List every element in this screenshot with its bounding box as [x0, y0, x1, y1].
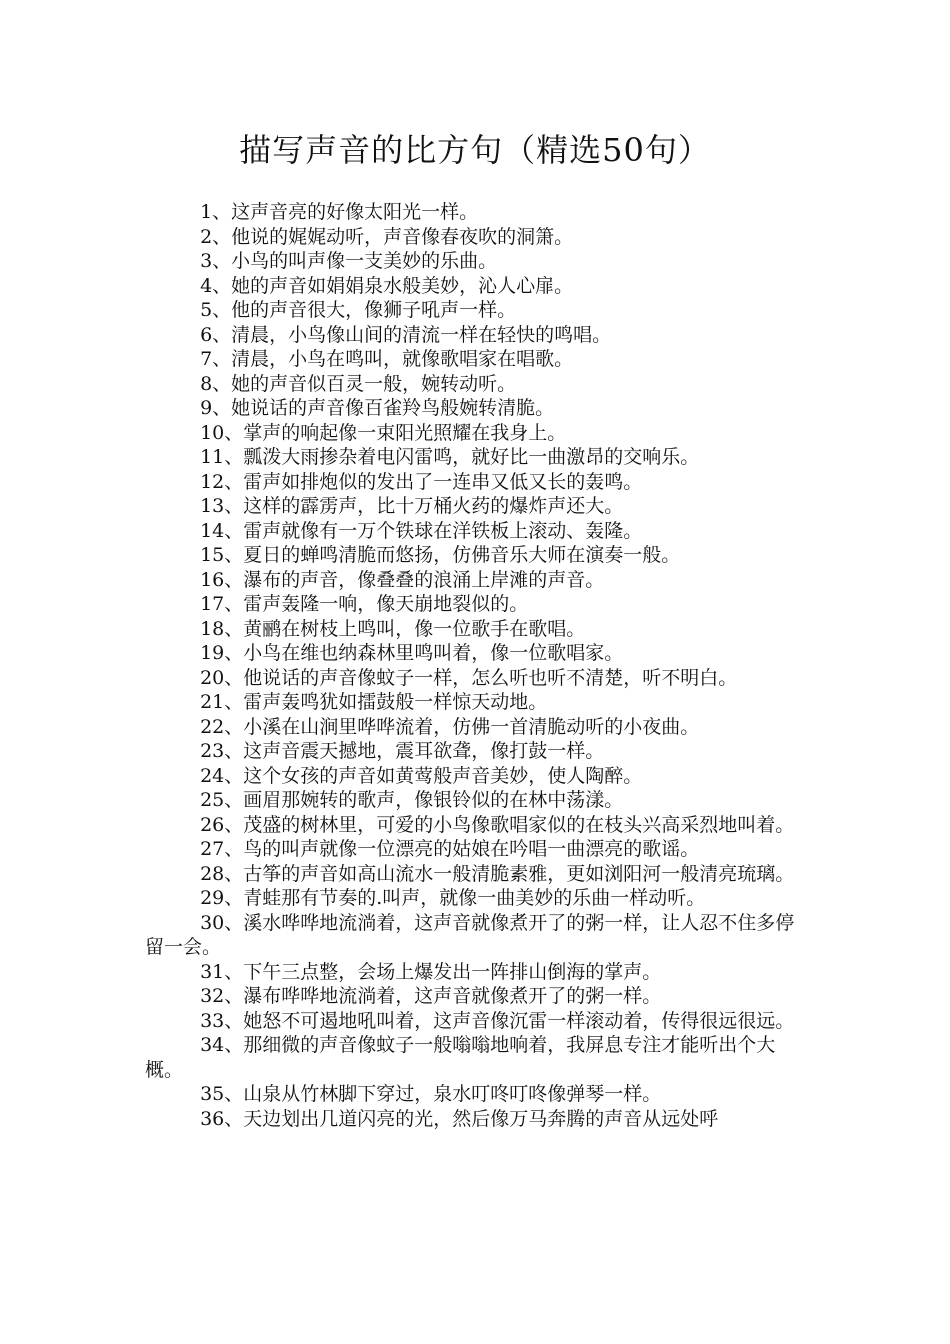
sentence-item: 8、她的声音似百灵一般，婉转动听。 — [200, 372, 517, 395]
sentence-item: 12、雷声如排炮似的发出了一连串又低又长的轰鸣。 — [200, 470, 643, 493]
sentence-item: 23、这声音震天撼地，震耳欲聋，像打鼓一样。 — [200, 740, 605, 762]
sentence-item: 5、他的声音很大，像狮子吼声一样。 — [200, 299, 517, 321]
sentence-item: 24、这个女孩的声音如黄莺般声音美妙，使人陶醉。 — [200, 764, 643, 787]
sentence-item: 1、这声音亮的好像太阳光一样。 — [200, 201, 479, 223]
sentence-item: 26、茂盛的树林里，可爱的小鸟像歌唱家似的在枝头兴高采烈地叫着。 — [200, 813, 795, 836]
sentence-item: 14、雷声就像有一万个铁球在洋铁板上滚动、轰隆。 — [200, 519, 643, 542]
sentence-item: 7、清晨，小鸟在鸣叫，就像歌唱家在唱歌。 — [200, 348, 574, 370]
sentence-list — [145, 200, 813, 1131]
sentence-item: 16、瀑布的声音，像叠叠的浪涌上岸滩的声音。 — [200, 568, 605, 591]
sentence-item: 22、小溪在山涧里哗哗流着，仿佛一首清脆动听的小夜曲。 — [200, 715, 700, 738]
sentence-item: 17、雷声轰隆一响，像天崩地裂似的。 — [200, 593, 529, 615]
sentence-item: 4、她的声音如娟娟泉水般美妙，沁人心扉。 — [200, 274, 574, 297]
sentence-item: 30、溪水哗哗地流淌着，这声音就像煮开了的粥一样，让人忍不住多停留一会。 — [145, 911, 795, 958]
sentence-item: 29、青蛙那有节奏的.叫声，就像一曲美妙的乐曲一样动听。 — [200, 887, 706, 909]
sentence-item: 9、她说话的声音像百雀羚鸟般婉转清脆。 — [200, 397, 555, 419]
sentence-item: 20、他说话的声音像蚊子一样，怎么听也听不清楚，听不明白。 — [200, 666, 738, 689]
sentence-item: 25、画眉那婉转的歌声，像银铃似的在林中荡漾。 — [200, 789, 624, 811]
sentence-item: 10、掌声的响起像一束阳光照耀在我身上。 — [200, 421, 567, 444]
sentence-item: 19、小鸟在维也纳森林里鸣叫着，像一位歌唱家。 — [200, 642, 624, 664]
sentence-item: 35、山泉从竹林脚下穿过，泉水叮咚叮咚像弹琴一样。 — [200, 1083, 662, 1105]
sentence-item: 27、鸟的叫声就像一位漂亮的姑娘在吟唱一曲漂亮的歌谣。 — [200, 838, 700, 860]
document-title: 描写声音的比方句（精选50句） — [239, 131, 711, 169]
sentence-item: 28、古筝的声音如高山流水一般清脆素雅，更如浏阳河一般清亮琉璃。 — [200, 862, 795, 885]
sentence-item: 31、下午三点整，会场上爆发出一阵排山倒海的掌声。 — [200, 960, 662, 983]
sentence-item: 36、天边划出几道闪亮的光，然后像万马奔腾的声音从远处呼 — [200, 1107, 719, 1130]
sentence-item: 2、他说的娓娓动听，声音像春夜吹的洞箫。 — [200, 225, 574, 248]
sentence-item: 11、瓢泼大雨掺杂着电闪雷鸣，就好比一曲激昂的交响乐。 — [200, 446, 700, 468]
sentence-item: 6、清晨，小鸟像山间的清流一样在轻快的鸣唱。 — [200, 323, 612, 346]
sentence-item: 3、小鸟的叫声像一支美妙的乐曲。 — [200, 250, 498, 272]
sentence-item: 15、夏日的蝉鸣清脆而悠扬，仿佛音乐大师在演奏一般。 — [200, 544, 681, 566]
sentence-item: 21、雷声轰鸣犹如擂鼓般一样惊天动地。 — [200, 691, 548, 713]
sentence-item: 33、她怒不可遏地吼叫着，这声音像沉雷一样滚动着，传得很远很远。 — [200, 1009, 795, 1032]
sentence-item: 34、那细微的声音像蚊子一般嗡嗡地响着，我屏息专注才能听出个大概。 — [145, 1034, 776, 1081]
sentence-item: 18、黄鹂在树枝上鸣叫，像一位歌手在歌唱。 — [200, 617, 586, 640]
sentence-item: 32、瀑布哗哗地流淌着，这声音就像煮开了的粥一样。 — [200, 985, 662, 1007]
sentence-item: 13、这样的霹雳声，比十万桶火药的爆炸声还大。 — [200, 495, 624, 517]
